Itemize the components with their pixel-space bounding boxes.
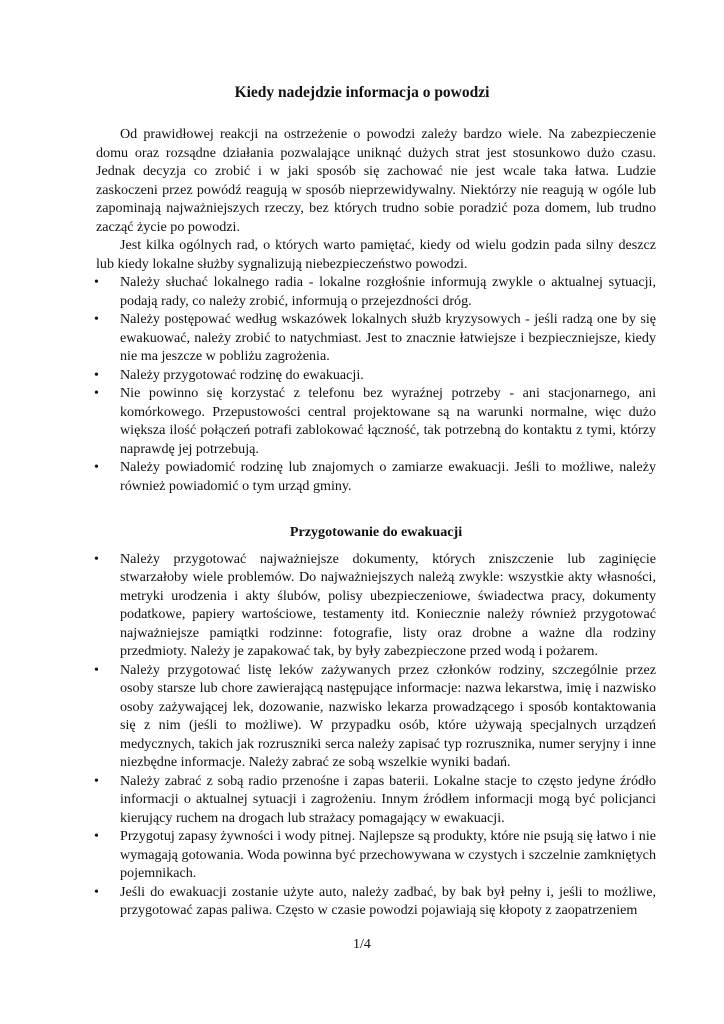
list-item: • Jeśli do ewakuacji zostanie użyte auto, należy zadbać, by bak był pełny i, jeśli to możliwe, przygotować zapas paliwa. Często w czasie powodzi pojawiają się kłopoty z zaopatrzeniem [96,883,656,920]
list-item: • Należy powiadomić rodzinę lub znajomych o zamiarze ewakuacji. Jeśli to możliwe, należy również powiadomić o tym urząd gminy. [96,458,656,495]
list-item: • Należy postępować według wskazówek lokalnych służb kryzysowych - jeśli radzą one by się ewakuować, należy zrobić to natychmiast. Jest to znacznie łatwiejsze i bezpieczniejsze, kiedy nie ma jeszcze w pobliżu zagrożenia. [96,310,656,366]
list-item: • Należy przygotować najważniejsze dokumenty, których zniszczenie lub zaginięcie stwarzałoby wiele problemów. Do najważniejszych należą zwykle: wszystkie akty własności, metryki urodzenia i akty ślubów, polisy ubezpieczeniowe, świadectwa pracy, dokumenty podatkowe, papiery wartościowe, testamenty itd. Koniecznie należy również przygotować najważniejsze pamiątki rodzinne: fotografie, listy oraz drobne a ważne dla rodziny przedmioty. Należy je zapakować tak, by były zabezpieczone przed wodą i pożarem. [96,550,656,661]
list-item: • Należy przygotować listę leków zażywanych przez członków rodziny, szczególnie przez osoby starsze lub chore zawierającą następujące informacje: nazwa lekarstwa, imię i nazwisko osoby zażywającej lek, dozowanie, nazwisko lekarza prowadzącego i sposób kontaktowania się z nim (jeśli to możliwe). W przypadku osób, które używają specjalnych urządzeń medycznych, takich jak rozruszniki serca należy zapisać typ rozrusznika, numer seryjny i inne niezbędne informacje. Należy zabrać ze sobą wszelkie wyniki badań. [96,661,656,772]
intro-paragraph: Od prawidłowej reakcji na ostrzeżenie o powodzi zależy bardzo wiele. Na zabezpieczenie domu oraz rozsądne działania pozwalające uniknąć dużych strat jest stosunkowo dużo czasu. Jednak decyzja co zrobić i w jaki sposób się zachować nie jest wcale taka łatwa. Ludzie zaskoczeni przez powódź reagują w sposób nieprzewidywalny. Niektórzy nie reagują w ogóle lub zapominają najważniejszych rzeczy, bez których trudno sobie poradzić poza domem, lub trudno zacząć życie po powodzi. [96,126,656,235]
document-title: Kiedy nadejdzie informacja o powodzi [234,84,490,101]
intro-paragraph: Jest kilka ogólnych rad, o których warto pamiętać, kiedy od wielu godzin pada silny deszcz lub kiedy lokalne służby sygnalizują niebezpieczeństwo powodzi. [96,237,656,272]
list-item: • Należy zabrać z sobą radio przenośne i zapas baterii. Lokalne stacje to często jedyne źródło informacji o aktualnej sytuacji i zagrożeniu. Innym źródłem informacji mogą być policjanci kierujący ruchem na drogach lub strażacy pomagający w ewakuacji. [96,772,656,828]
list-item: • Należy przygotować rodzinę do ewakuacji. [96,366,656,385]
advice-list [96,273,656,495]
document-body [96,125,656,920]
list-item: • Przygotuj zapasy żywności i wody pitnej. Najlepsze są produkty, które nie psują się łatwo i nie wymagają gotowania. Woda powinna być przechowywana w czystych i szczelnie zamkniętych pojemnikach. [96,827,656,883]
list-item: • Należy słuchać lokalnego radia - lokalne rozgłośnie informują zwykle o aktualnej sytuacji, podają rady, co należy zrobić, informują o przejezdności dróg. [96,273,656,310]
page-number: 1/4 [353,937,371,952]
section-heading: Przygotowanie do ewakuacji [289,524,463,540]
list-item: • Nie powinno się korzystać z telefonu bez wyraźnej potrzeby - ani stacjonarnego, ani komórkowego. Przepustowości central projektowane są na warunki normalne, więc dużo większa ilość połączeń potrafi zablokować łączność, tak potrzebną do kontaktu z tymi, którzy naprawdę jej potrzebują. [96,384,656,458]
evacuation-list [96,550,656,920]
